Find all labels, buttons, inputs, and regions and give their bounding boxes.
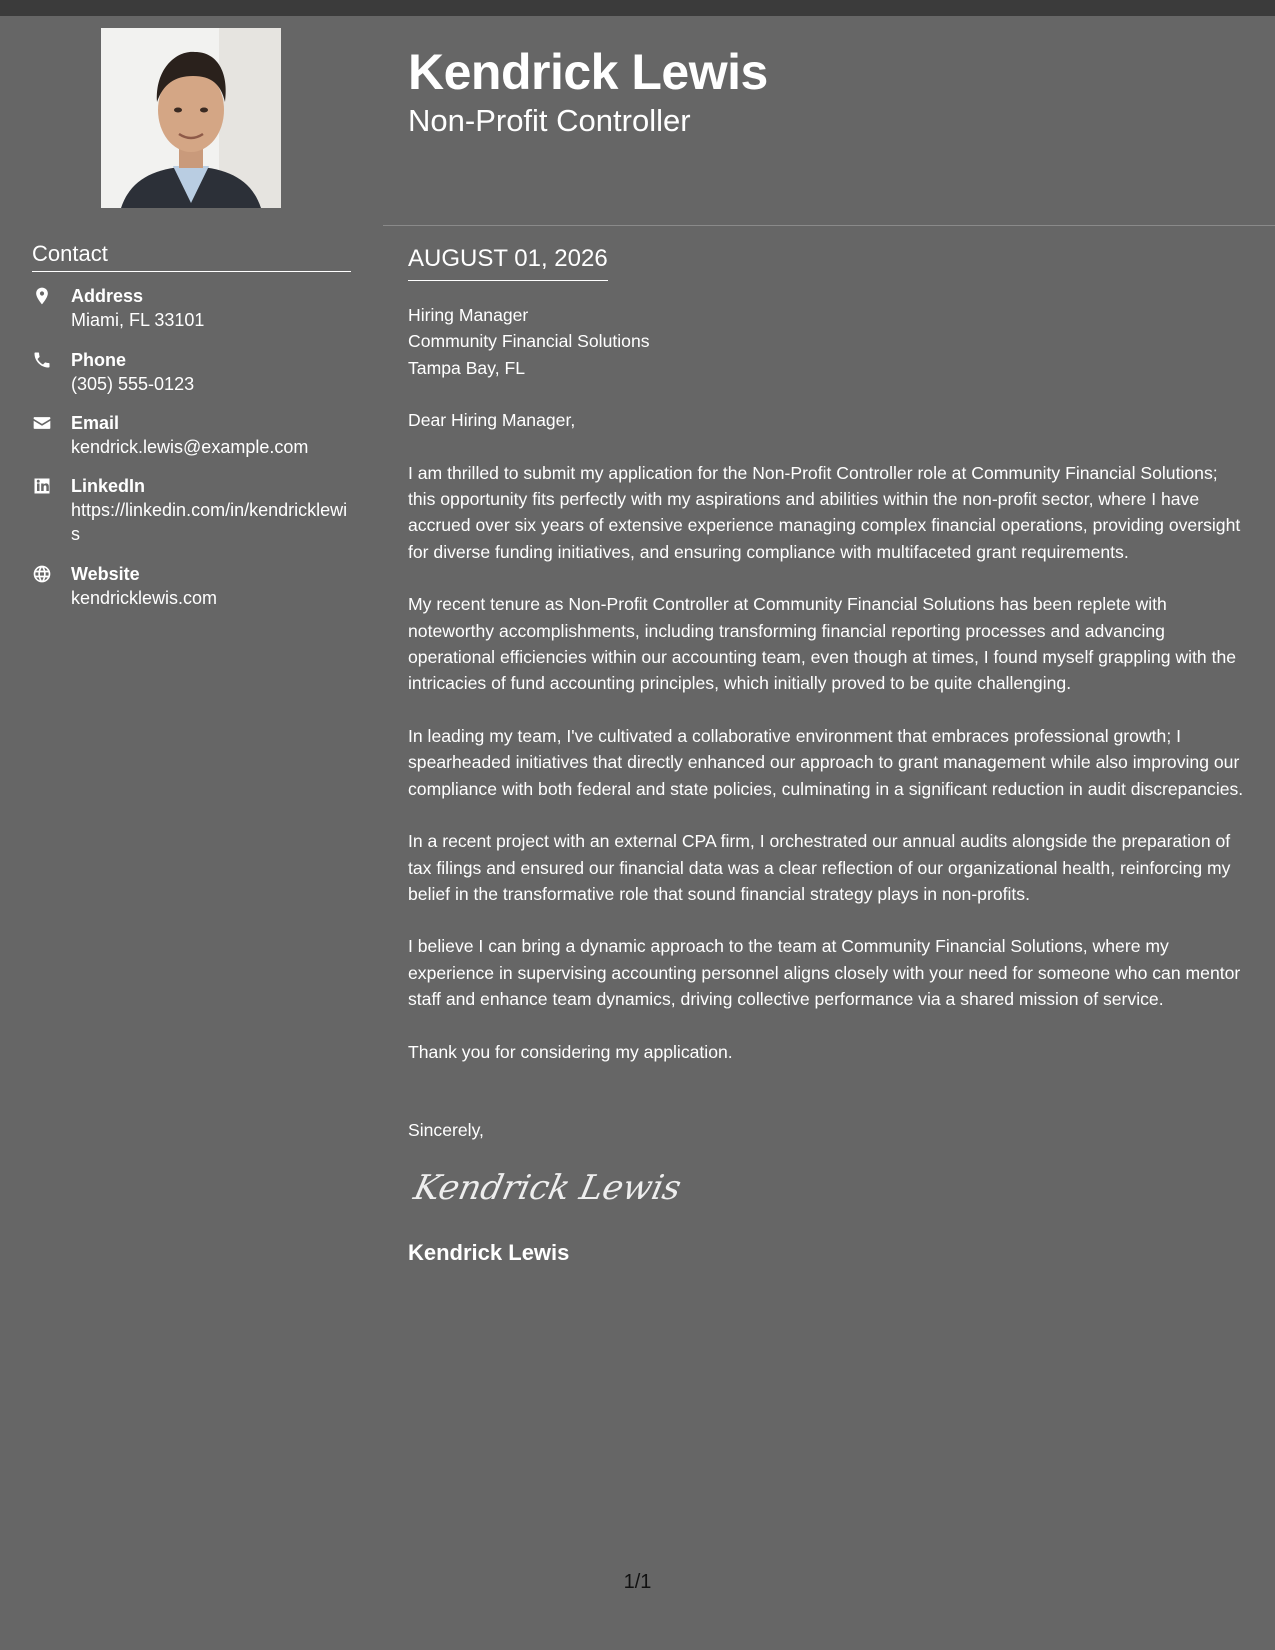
- recipient-line: Tampa Bay, FL: [408, 357, 526, 378]
- envelope-icon: [32, 413, 54, 435]
- recipient-block: [408, 302, 1246, 381]
- globe-icon: [32, 564, 54, 586]
- contact-value[interactable]: kendrick.lewis@example.com: [71, 437, 309, 457]
- job-title: Non-Profit Controller: [408, 103, 691, 138]
- applicant-name: Kendrick Lewis: [408, 44, 768, 100]
- contact-label: Phone: [71, 350, 127, 370]
- contact-label: LinkedIn: [71, 476, 146, 496]
- sidebar: [0, 16, 383, 1650]
- letter-body: [408, 302, 1246, 1267]
- contact-label: Email: [71, 413, 120, 433]
- letter-date: AUGUST 01, 2026: [408, 244, 608, 281]
- header-divider: [383, 225, 1275, 226]
- profile-photo: [101, 28, 281, 208]
- signature-script: Kendrick Lewis: [410, 1168, 685, 1209]
- contact-label: Website: [71, 564, 140, 584]
- contact-label: Address: [71, 286, 144, 306]
- contact-value: (305) 555-0123: [71, 374, 195, 394]
- signer-name: Kendrick Lewis: [408, 1240, 570, 1266]
- body-paragraph: I am thrilled to submit my application for the Non-Profit Controller role at Community Financial Solutions; this opportunity fits perfectly with my aspirations and abilities within the non-profit sector, where I have accrued over six years of extensive experience managing complex financial operations, providing oversight for diverse funding initiatives, and ensuring compliance with multifaceted grant requirements.: [408, 462, 1241, 562]
- recipient-line: Hiring Manager: [408, 305, 529, 325]
- closing: Sincerely,: [408, 1119, 484, 1140]
- body-paragraph: I believe I can bring a dynamic approach to the team at Community Financial Solutions, where my experience in supervising accounting personnel aligns closely with your need for someone who can mentor staff and enhance team dynamics, driving collective performance via a shared mission of service.: [408, 936, 1241, 1010]
- handwritten-signature: [410, 1153, 685, 1223]
- body-paragraph: My recent tenure as Non-Profit Controller at Community Financial Solutions has been replete with noteworthy accomplishments, including transforming financial reporting processes and advancing operational efficiencies within our accounting team, even though at times, I found myself grappling with the intricacies of fund accounting principles, which initially proved to be quite challenging.: [408, 594, 1237, 694]
- contact-value: Miami, FL 33101: [71, 310, 205, 330]
- contact-heading: Contact: [32, 241, 351, 272]
- phone-icon: [32, 350, 54, 372]
- contact-value[interactable]: https://linkedin.com/in/kendricklewis: [71, 500, 348, 544]
- body-paragraph: In a recent project with an external CPA firm, I orchestrated our annual audits alongside the preparation of tax filings and ensured our financial data was a clear reflection of our organizational health, reinforcing my belief in the transformative role that sound financial strategy plays in non-profits.: [408, 831, 1231, 904]
- linkedin-icon: [32, 476, 54, 498]
- contact-value[interactable]: kendricklewis.com: [71, 588, 218, 608]
- location-pin-icon: [32, 286, 54, 308]
- top-bar: [0, 0, 1275, 16]
- salutation: Dear Hiring Manager,: [408, 410, 576, 431]
- page-number: 1/1: [623, 1571, 652, 1593]
- body-paragraph: In leading my team, I've cultivated a collaborative environment that embraces professional growth; I spearheaded initiatives that directly enhanced our approach to grant management while also improving our compliance with both federal and state policies, culminating in a significant reduction in audit discrepancies.: [408, 725, 1244, 799]
- recipient-line: Community Financial Solutions: [408, 331, 650, 352]
- thanks-line: Thank you for considering my application.: [408, 1041, 733, 1062]
